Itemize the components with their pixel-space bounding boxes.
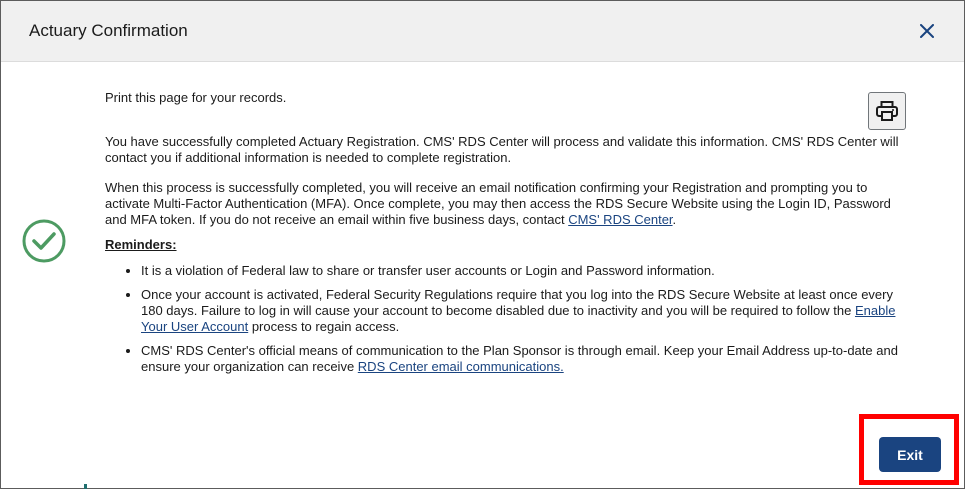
intro-text: You have successfully completed Actuary Registration. CMS' RDS Center will process and validate this information. CMS' RDS Center will contact you if additional information is needed to complete registration. (105, 134, 899, 165)
reminders-heading: Reminders: (105, 237, 177, 252)
reminder-item (141, 343, 903, 375)
exit-button[interactable]: Exit (879, 437, 941, 472)
reminder-item (141, 263, 903, 279)
reminder-1-text: It is a violation of Federal law to share or transfer user accounts or Login and Password information. (141, 263, 715, 278)
enable-account-link[interactable]: Enable Your User Account (141, 303, 896, 334)
reminders-list (105, 263, 903, 375)
close-icon[interactable] (915, 19, 939, 43)
modal-title: Actuary Confirmation (29, 21, 188, 40)
print-note: Print this page for your records. (105, 90, 287, 105)
check-circle-icon (21, 218, 67, 264)
reminder-2-end: process to regain access. (248, 319, 400, 334)
reminder-3-text: CMS' RDS Center's official means of communication to the Plan Sponsor is through email. Keep your Email Address up-to-date and ensure your organization can receive (141, 343, 898, 374)
email-communications-link[interactable]: RDS Center email communications. (357, 359, 564, 374)
process-paragraph (105, 180, 903, 228)
process-text: When this process is successfully completed, you will receive an email notification confirming your Registration and prompting you to activate Multi-Factor Authentication (MFA). Once complete, you may then access the RDS Secure Website using the Login ID, Password and MFA token. If you do not receive an email within five business days, contact (105, 180, 891, 227)
rds-center-link[interactable]: CMS' RDS Center (568, 212, 673, 227)
background-edge (84, 484, 87, 489)
modal-header (1, 1, 964, 62)
process-end: . (672, 212, 677, 227)
reminder-item (141, 287, 903, 335)
confirmation-content (105, 90, 903, 383)
reminder-2-text: Once your account is activated, Federal Security Regulations require that you log into the RDS Secure Website at least once every 180 days. Failure to log in will cause your account to become disabled due to inactivity and you will be required to follow the (141, 287, 893, 318)
